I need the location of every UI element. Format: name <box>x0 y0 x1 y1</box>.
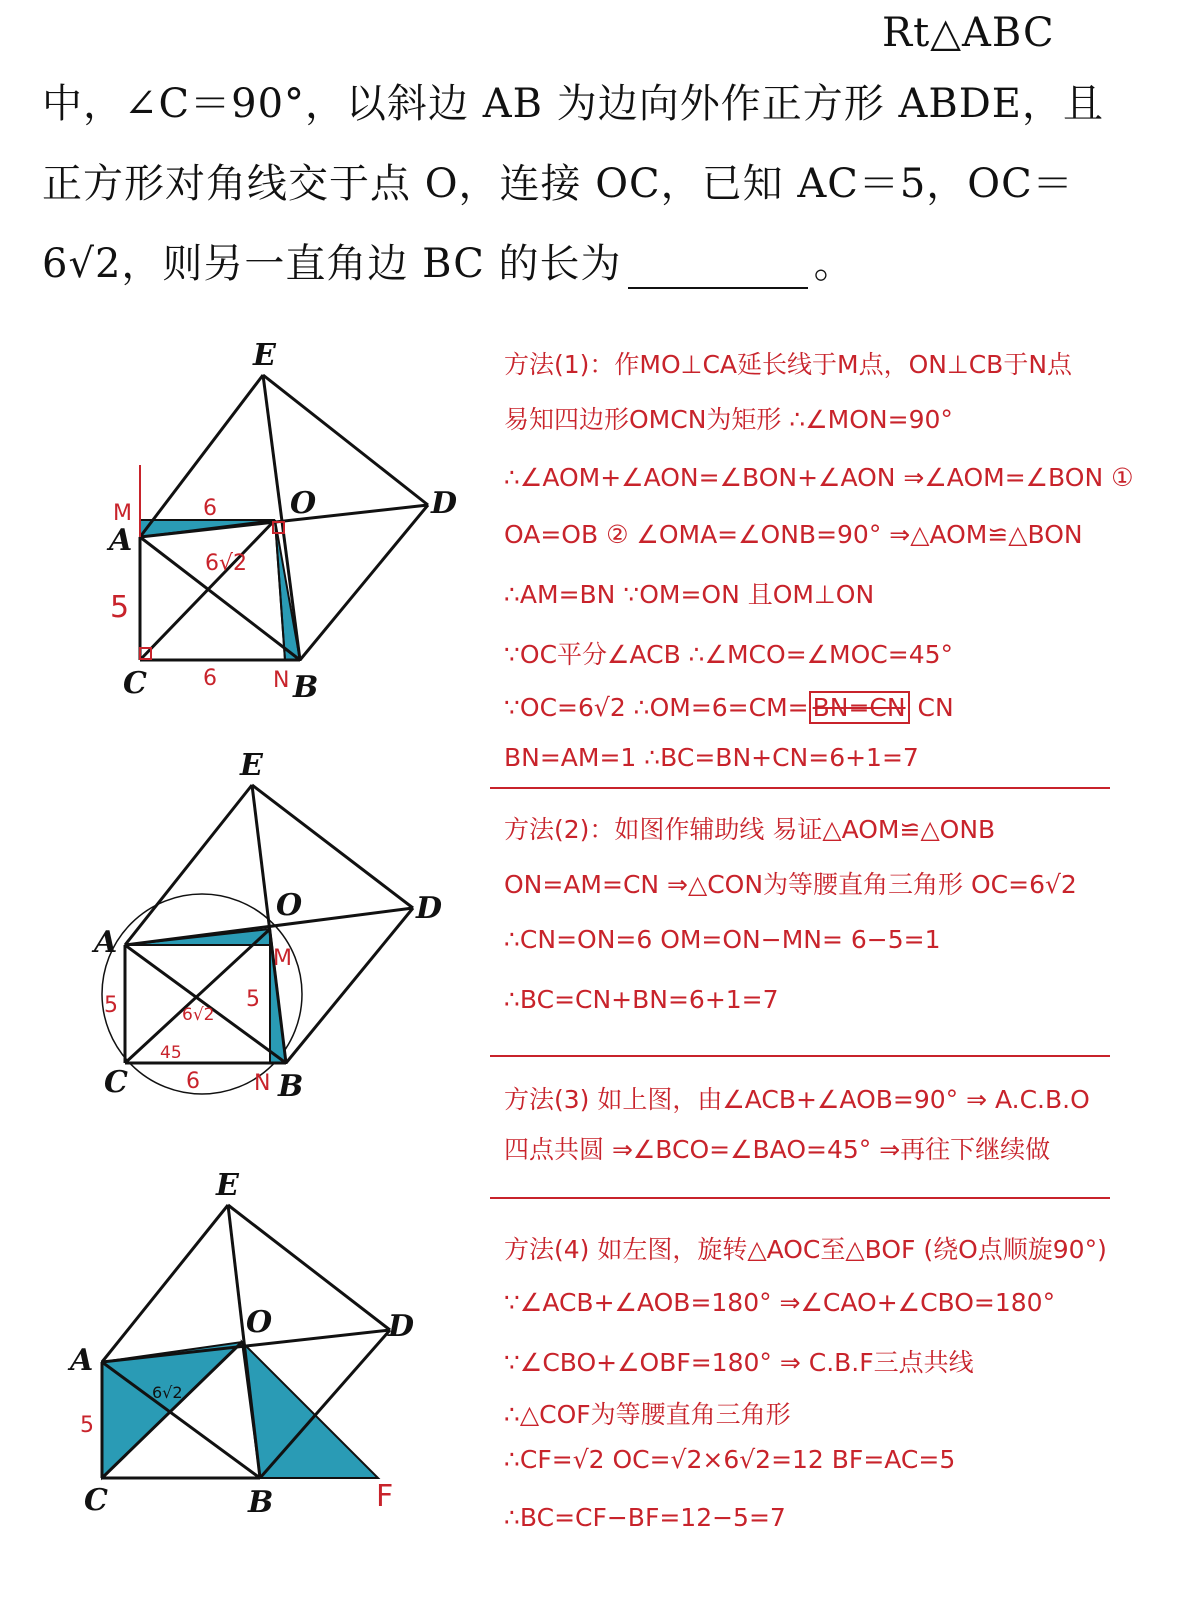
method1-line-7-text: ∵OC=6√2 ∴OM=6=CM= <box>504 693 809 722</box>
figure-3-svg <box>60 1160 460 1560</box>
problem-statement <box>42 0 1152 300</box>
fig1-label-b: B <box>293 670 319 705</box>
problem-line-3-text: 6√2，则另一直角边 BC 的长为 <box>42 241 622 287</box>
divider-2 <box>490 1055 1110 1057</box>
figure-1 <box>95 335 485 715</box>
fig3-line-ea <box>102 1205 228 1362</box>
fig2-measure-ac: 5 <box>104 993 118 1018</box>
fig2-label-e: E <box>240 748 263 783</box>
fig2-measure-mn: 5 <box>246 987 260 1012</box>
fig3-label-a: A <box>70 1343 94 1378</box>
fig3-measure-ac: 5 <box>80 1413 94 1438</box>
fig2-label-o: O <box>276 888 303 923</box>
method4-line-6: ∴BC=CF−BF=12−5=7 <box>504 1503 786 1532</box>
problem-line-3-end: 。 <box>813 241 855 287</box>
problem-heading: Rt△ABC <box>882 10 1055 56</box>
figure-3 <box>60 1160 460 1560</box>
fig1-line-ea <box>140 375 263 537</box>
fig3-shaded-triangle-bof <box>242 1342 378 1478</box>
fig1-measure-oc: 6√2 <box>205 551 248 576</box>
method2-line-4: ∴BC=CN+BN=6+1=7 <box>504 985 779 1014</box>
fig1-label-e: E <box>253 338 276 373</box>
method1-line-5: ∴AM=BN ∵OM=ON 且OM⊥ON <box>504 580 875 609</box>
method1-line-1: 方法(1)：作MO⊥CA延长线于M点，ON⊥CB于N点 <box>504 350 1073 379</box>
problem-line-3 <box>42 232 855 289</box>
fig1-measure-cn: 6 <box>203 666 217 691</box>
fig2-measure-angle: 45 <box>160 1043 182 1063</box>
fig3-label-c: C <box>84 1483 108 1518</box>
problem-line-1: 中，∠C＝90°，以斜边 AB 为边向外作正方形 ABDE，且 <box>42 81 1104 127</box>
fig1-label-d: D <box>431 486 458 521</box>
fig1-line-oc <box>140 520 275 660</box>
method1-line-7-tail: CN <box>917 693 954 722</box>
answer-blank <box>628 251 808 289</box>
method1-line-4: OA=OB ② ∠OMA=∠ONB=90° ⇒△AOM≌△BON <box>504 520 1083 549</box>
divider-1 <box>490 787 1110 789</box>
fig2-measure-cn: 6 <box>186 1069 200 1094</box>
fig1-line-ed <box>263 375 428 505</box>
fig2-label-d: D <box>416 891 443 926</box>
fig2-label-b: B <box>278 1069 304 1104</box>
method1-struck-text: BN=CN <box>809 691 910 724</box>
method4-line-3: ∵∠CBO+∠OBF=180° ⇒ C.B.F三点共线 <box>504 1348 974 1377</box>
fig2-line-ab <box>125 945 286 1063</box>
method2-line-1: 方法(2)：如图作辅助线 易证△AOM≌△ONB <box>504 815 996 844</box>
fig1-label-a: A <box>109 523 133 558</box>
method2-line-2: ON=AM=CN ⇒△CON为等腰直角三角形 OC=6√2 <box>504 870 1077 899</box>
fig1-label-c: C <box>123 666 147 701</box>
method4-line-5: ∴CF=√2 OC=√2×6√2=12 BF=AC=5 <box>504 1445 956 1474</box>
fig3-line-eb <box>228 1205 260 1478</box>
method2-line-3: ∴CN=ON=6 OM=ON−MN= 6−5=1 <box>504 925 941 954</box>
fig2-label-a: A <box>94 925 118 960</box>
fig2-label-n: N <box>254 1071 271 1096</box>
fig1-label-n: N <box>273 668 290 693</box>
method1-line-7 <box>504 693 954 722</box>
fig1-measure-am: 6 <box>203 496 217 521</box>
divider-3 <box>490 1197 1110 1199</box>
solution-methods <box>490 325 1134 1575</box>
figure-2-svg <box>90 740 480 1120</box>
method4-line-1: 方法(4) 如左图，旋转△AOC至△BOF (绕O点顺旋90°) <box>504 1235 1107 1264</box>
fig3-measure-oc: 6√2 <box>152 1383 183 1402</box>
problem-line-2: 正方形对角线交于点 O，连接 OC，已知 AC＝5，OC＝ <box>42 161 1074 207</box>
figure-1-svg <box>95 335 485 715</box>
method1-line-3: ∴∠AOM+∠AON=∠BON+∠AON ⇒∠AOM=∠BON ① <box>504 463 1134 492</box>
fig1-label-o: O <box>290 486 317 521</box>
fig1-label-m: M <box>113 501 132 526</box>
method1-line-2: 易知四边形OMCN为矩形 ∴∠MON=90° <box>504 405 953 434</box>
fig1-line-db <box>300 505 428 660</box>
fig3-label-b: B <box>248 1485 274 1520</box>
fig1-measure-ac: 5 <box>110 590 130 625</box>
fig2-measure-oc: 6√2 <box>182 1005 215 1025</box>
fig3-label-d: D <box>388 1309 415 1344</box>
method4-line-2: ∵∠ACB+∠AOB=180° ⇒∠CAO+∠CBO=180° <box>504 1288 1056 1317</box>
fig2-label-c: C <box>104 1065 128 1100</box>
fig2-line-db <box>286 908 413 1063</box>
method3-line-1: 方法(3) 如上图，由∠ACB+∠AOB=90° ⇒ A.C.B.O <box>504 1085 1090 1114</box>
fig3-label-f: F <box>376 1479 394 1514</box>
method1-line-8: BN=AM=1 ∴BC=BN+CN=6+1=7 <box>504 743 919 772</box>
method1-line-6: ∵OC平分∠ACB ∴∠MCO=∠MOC=45° <box>504 640 954 669</box>
method3-line-2: 四点共圆 ⇒∠BCO=∠BAO=45° ⇒再往下继续做 <box>504 1135 1051 1164</box>
figure-2 <box>90 740 480 1120</box>
method4-line-4: ∴△COF为等腰直角三角形 <box>504 1400 791 1429</box>
fig3-label-o: O <box>246 1305 273 1340</box>
fig2-line-ea <box>125 785 252 945</box>
fig3-label-e: E <box>216 1168 239 1203</box>
fig2-label-m: M <box>273 946 292 971</box>
